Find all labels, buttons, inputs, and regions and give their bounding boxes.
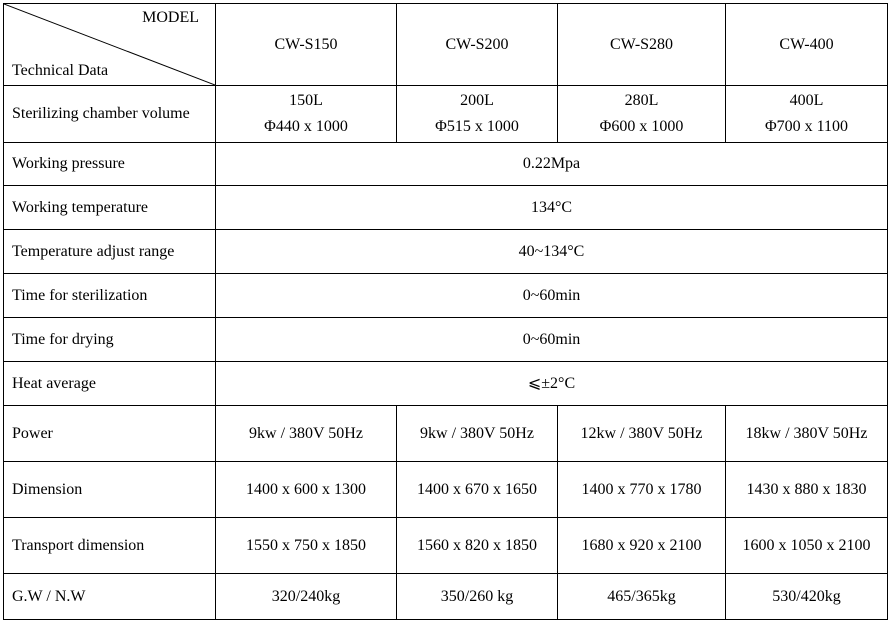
dimension-value: 1400 x 770 x 1780 (558, 462, 726, 518)
chamber-cell (726, 86, 888, 143)
row-label: Heat average (4, 362, 216, 406)
weight-value: 320/240kg (216, 574, 397, 620)
chamber-cell (397, 86, 558, 143)
chamber-volume: 200L (460, 92, 494, 109)
row-label: Transport dimension (4, 518, 216, 574)
model-header-label: MODEL (142, 9, 199, 26)
transport-dimension-row (4, 518, 888, 574)
row-label: Dimension (4, 462, 216, 518)
chamber-size: Φ700 x 1100 (764, 118, 849, 135)
weight-value: 350/260 kg (397, 574, 558, 620)
dimension-row (4, 462, 888, 518)
row-value: 40~134°C (216, 230, 888, 274)
chamber-size: Φ600 x 1000 (599, 118, 684, 135)
transport-dimension-value: 1600 x 1050 x 2100 (726, 518, 888, 574)
heat-average-row (4, 362, 888, 406)
chamber-volume-row (4, 86, 888, 143)
dimension-value: 1400 x 600 x 1300 (216, 462, 397, 518)
sterilization-time-row (4, 274, 888, 318)
row-label: Working pressure (4, 143, 216, 186)
chamber-volume: 280L (624, 92, 659, 109)
technical-data-header-label: Technical Data (12, 62, 109, 79)
row-label: Power (4, 406, 216, 462)
technical-data-table (3, 3, 888, 620)
power-value: 18kw / 380V 50Hz (726, 406, 888, 462)
weight-value: 465/365kg (558, 574, 726, 620)
model-name: CW-S200 (397, 4, 558, 86)
weight-value: 530/420kg (726, 574, 888, 620)
header-row (4, 4, 888, 86)
row-label: Time for drying (4, 318, 216, 362)
chamber-volume: 150L (289, 92, 323, 109)
row-label: Working temperature (4, 186, 216, 230)
model-name: CW-400 (726, 4, 888, 86)
chamber-cell (558, 86, 726, 143)
transport-dimension-value: 1560 x 820 x 1850 (397, 518, 558, 574)
power-value: 9kw / 380V 50Hz (397, 406, 558, 462)
temperature-range-row (4, 230, 888, 274)
chamber-volume: 400L (789, 92, 824, 109)
chamber-cell (216, 86, 397, 143)
chamber-size: Φ515 x 1000 (435, 118, 519, 135)
working-temperature-row (4, 186, 888, 230)
row-value: 134°C (216, 186, 888, 230)
model-name: CW-S150 (216, 4, 397, 86)
power-row (4, 406, 888, 462)
header-corner-cell (4, 4, 216, 86)
row-label: Temperature adjust range (4, 230, 216, 274)
transport-dimension-value: 1680 x 920 x 2100 (558, 518, 726, 574)
row-value: 0.22Mpa (216, 143, 888, 186)
row-value: 0~60min (216, 274, 888, 318)
dimension-value: 1430 x 880 x 1830 (726, 462, 888, 518)
row-value: 0~60min (216, 318, 888, 362)
model-name: CW-S280 (558, 4, 726, 86)
transport-dimension-value: 1550 x 750 x 1850 (216, 518, 397, 574)
dimension-value: 1400 x 670 x 1650 (397, 462, 558, 518)
chamber-size: Φ440 x 1000 (264, 118, 348, 135)
row-label: Sterilizing chamber volume (4, 86, 216, 143)
working-pressure-row (4, 143, 888, 186)
drying-time-row (4, 318, 888, 362)
power-value: 12kw / 380V 50Hz (558, 406, 726, 462)
weight-row (4, 574, 888, 620)
row-label: Time for sterilization (4, 274, 216, 318)
power-value: 9kw / 380V 50Hz (216, 406, 397, 462)
row-value: ⩽±2°C (216, 362, 888, 406)
row-label: G.W / N.W (4, 574, 216, 620)
